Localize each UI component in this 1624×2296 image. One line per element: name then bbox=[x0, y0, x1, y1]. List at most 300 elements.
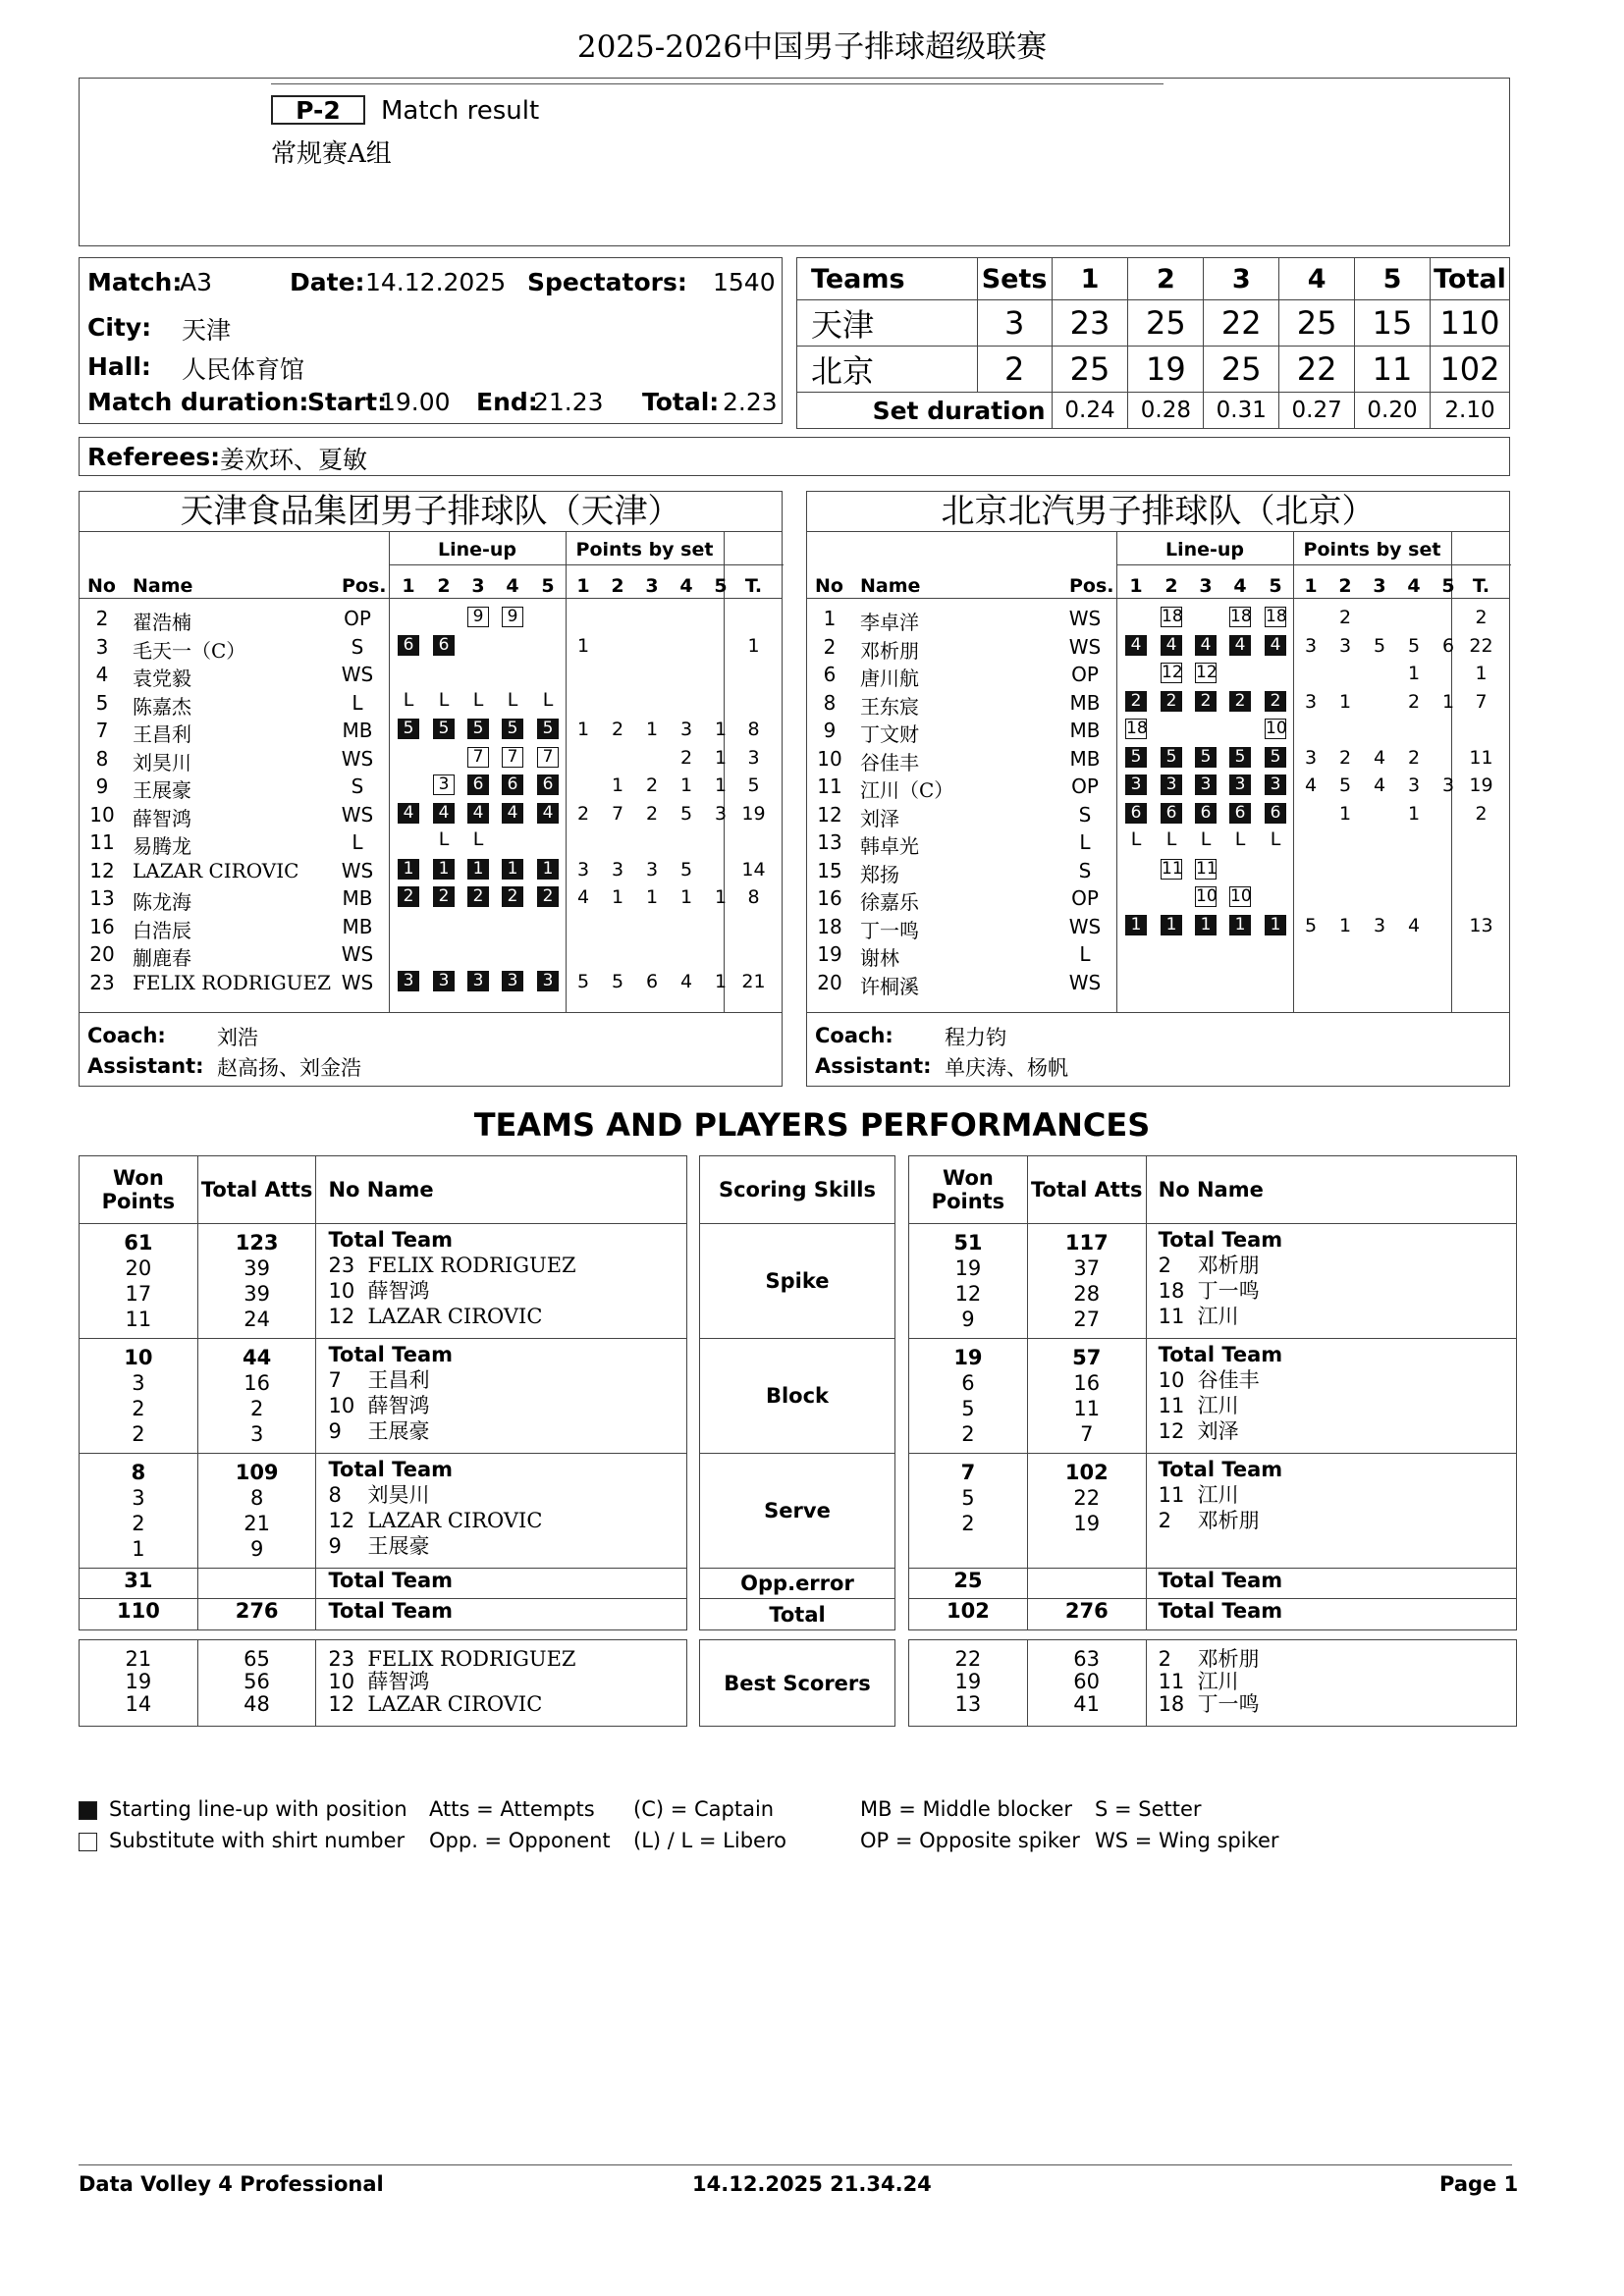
set-points: 1 bbox=[1441, 690, 1455, 713]
perf-atts: 3 bbox=[249, 1422, 264, 1446]
starting-position-cell: 1 bbox=[1265, 915, 1286, 935]
lineup-set-header: 5 bbox=[1269, 575, 1282, 597]
player-total-points: 2 bbox=[1475, 802, 1488, 825]
starting-position-cell: 5 bbox=[1265, 747, 1286, 768]
player-row bbox=[80, 604, 782, 634]
player-total-points: 11 bbox=[1469, 746, 1493, 769]
perf-section-row bbox=[80, 1454, 687, 1569]
legend-captain: (C) = Captain bbox=[633, 1797, 775, 1821]
perf-atts: 28 bbox=[1073, 1282, 1101, 1306]
performance-title: TEAMS AND PLAYERS PERFORMANCES bbox=[473, 1106, 1151, 1144]
set-points: 5 bbox=[576, 970, 590, 992]
roster-divider bbox=[80, 1012, 782, 1013]
player-position: MB bbox=[1069, 690, 1101, 715]
perf-player-name: 邓析朋 bbox=[1197, 1254, 1260, 1277]
perf-won: 1 bbox=[132, 1537, 145, 1561]
set4-duration: 0.27 bbox=[1279, 393, 1355, 429]
perf-player-name: 江川 bbox=[1197, 1483, 1239, 1507]
substitute-cell: 7 bbox=[537, 747, 559, 768]
set-points: 3 bbox=[679, 719, 693, 740]
set-points: 1 bbox=[714, 746, 728, 769]
total-won: 110 bbox=[80, 1599, 198, 1630]
starting-position-cell: 6 bbox=[467, 774, 489, 795]
perf-won: 3 bbox=[132, 1486, 145, 1510]
lineup-set-header: 3 bbox=[1199, 575, 1213, 597]
perf-player-number: 2 bbox=[1158, 1254, 1172, 1277]
player-row bbox=[807, 716, 1509, 746]
perf-won: 5 bbox=[961, 1397, 975, 1420]
assistant-names: 单庆涛、杨帆 bbox=[945, 1056, 1068, 1080]
best-player-number: 10 bbox=[328, 1670, 355, 1693]
player-name: 薛智鸿 bbox=[133, 806, 191, 830]
away-set2: 19 bbox=[1128, 347, 1204, 393]
best-player-name: 邓析朋 bbox=[1197, 1647, 1260, 1671]
set-points: 2 bbox=[645, 774, 659, 796]
best-atts: 48 bbox=[244, 1692, 270, 1716]
set2-duration: 0.28 bbox=[1128, 393, 1204, 429]
starting-position-cell: 4 bbox=[1125, 635, 1147, 656]
score-box bbox=[796, 257, 1510, 425]
hall-label: Hall: bbox=[87, 352, 151, 381]
total-label: Total Team bbox=[1146, 1599, 1516, 1630]
best-atts: 60 bbox=[1073, 1670, 1101, 1693]
player-number: 8 bbox=[823, 690, 837, 715]
starting-position-cell: 1 bbox=[1125, 915, 1147, 935]
best-player-number: 18 bbox=[1158, 1692, 1185, 1716]
perf-won: 11 bbox=[125, 1308, 152, 1331]
player-position: L bbox=[352, 830, 363, 854]
player-number: 16 bbox=[817, 886, 842, 910]
player-position: WS bbox=[341, 942, 374, 966]
player-number: 8 bbox=[95, 746, 109, 771]
away-roster bbox=[806, 491, 1510, 1087]
perf-player-number: 9 bbox=[328, 1419, 342, 1443]
city-value: 天津 bbox=[182, 316, 232, 345]
starting-position-cell: 2 bbox=[1195, 691, 1217, 712]
starting-position-cell: 6 bbox=[1161, 803, 1182, 824]
assistant-label: Assistant: bbox=[815, 1054, 932, 1078]
player-position: OP bbox=[1071, 663, 1099, 686]
team-roster-title: 北京北汽男子排球队（北京） bbox=[807, 492, 1509, 532]
player-total-points: 13 bbox=[1469, 914, 1493, 936]
set-points: 3 bbox=[576, 858, 590, 881]
end-time: 21.23 bbox=[533, 388, 604, 416]
set-duration-row bbox=[797, 393, 1510, 429]
starting-position-cell: 3 bbox=[1125, 774, 1147, 795]
perf-won: 10 bbox=[124, 1346, 153, 1369]
perf-table-left bbox=[79, 1155, 687, 1630]
roster-divider bbox=[807, 1012, 1509, 1013]
set-points: 3 bbox=[1304, 690, 1318, 713]
set-points: 2 bbox=[1407, 690, 1421, 713]
perf-atts: 7 bbox=[1080, 1422, 1094, 1446]
player-name: 许桐溪 bbox=[860, 974, 919, 998]
total-set-duration: 2.10 bbox=[1430, 393, 1509, 429]
starting-position-cell: 4 bbox=[433, 803, 455, 824]
best-won: 22 bbox=[954, 1647, 982, 1671]
perf-player-number: 11 bbox=[1158, 1483, 1185, 1507]
perf-player-number: 12 bbox=[328, 1305, 355, 1328]
assistant-names: 赵高扬、刘金浩 bbox=[217, 1056, 361, 1080]
perf-section-row bbox=[909, 1339, 1517, 1454]
substitute-cell: 10 bbox=[1196, 886, 1218, 906]
header-divider bbox=[80, 598, 782, 599]
substitute-cell: 11 bbox=[1162, 858, 1183, 879]
set-points: 1 bbox=[714, 774, 728, 796]
points-set-header: 5 bbox=[1441, 575, 1455, 597]
perf-player-name: 刘昊川 bbox=[367, 1483, 430, 1507]
lineup-set-header: 4 bbox=[506, 575, 519, 597]
set-points: 2 bbox=[645, 802, 659, 825]
player-name: 李卓洋 bbox=[860, 611, 919, 634]
set-points: 1 bbox=[611, 774, 624, 796]
perf-atts: 24 bbox=[244, 1308, 270, 1331]
perf-player-number: 2 bbox=[1158, 1509, 1172, 1532]
city-label: City: bbox=[87, 313, 152, 342]
perf-won: 51 bbox=[953, 1231, 983, 1255]
perf-won: 12 bbox=[954, 1282, 982, 1306]
coach-name: 刘浩 bbox=[217, 1026, 258, 1049]
player-total-points: 3 bbox=[747, 746, 760, 769]
total-row bbox=[80, 1599, 687, 1630]
perf-total-team: Total Team bbox=[1158, 1228, 1283, 1252]
total-atts-header: Total Atts bbox=[1027, 1156, 1146, 1224]
starting-position-cell: 1 bbox=[467, 859, 489, 880]
substitute-cell: 12 bbox=[1196, 663, 1218, 682]
starting-position-cell: 3 bbox=[502, 971, 523, 991]
duration-label: Match duration: bbox=[87, 388, 309, 416]
set-points: 1 bbox=[679, 886, 693, 908]
set5-duration: 0.20 bbox=[1355, 393, 1431, 429]
home-set4: 25 bbox=[1279, 300, 1355, 347]
legend-s: S = Setter bbox=[1095, 1797, 1202, 1821]
total-duration: 2.23 bbox=[723, 388, 778, 416]
set-points: 3 bbox=[1373, 914, 1386, 936]
coach-name: 程力钧 bbox=[945, 1026, 1006, 1049]
player-position: S bbox=[351, 634, 364, 659]
perf-table-right bbox=[908, 1155, 1517, 1630]
set-points: 3 bbox=[1441, 774, 1455, 796]
player-row bbox=[807, 772, 1509, 802]
perf-won: 20 bbox=[125, 1256, 152, 1280]
starting-position-cell: 1 bbox=[502, 859, 523, 880]
player-row bbox=[807, 883, 1509, 914]
best-player-number: 23 bbox=[328, 1647, 355, 1671]
player-total-points: 14 bbox=[741, 858, 766, 881]
player-position: WS bbox=[341, 970, 374, 994]
player-name: 毛天一（C） bbox=[133, 638, 246, 663]
libero-cell: L bbox=[1270, 828, 1281, 850]
lineup-set-header: 2 bbox=[1164, 575, 1178, 597]
player-name: FELIX RODRIGUEZ bbox=[133, 970, 332, 994]
starting-position-cell: 1 bbox=[433, 859, 455, 880]
starting-position-cell: 4 bbox=[467, 803, 489, 824]
substitute-cell: 3 bbox=[433, 774, 455, 795]
libero-cell: L bbox=[507, 688, 518, 711]
footer-software: Data Volley 4 Professional bbox=[79, 2172, 384, 2196]
substitute-cell: 10 bbox=[1266, 719, 1287, 738]
spectators-label: Spectators: bbox=[527, 268, 687, 296]
perf-won: 19 bbox=[953, 1346, 983, 1369]
score-header-set4: 4 bbox=[1279, 258, 1355, 300]
name-header: Name bbox=[133, 575, 193, 597]
set-points: 1 bbox=[645, 886, 659, 908]
best-scorers-label: Best Scorers bbox=[700, 1640, 895, 1727]
substitute-cell: 18 bbox=[1162, 607, 1183, 626]
starting-position-cell: 1 bbox=[537, 859, 559, 880]
best-scorers-right bbox=[908, 1639, 1517, 1727]
libero-cell: L bbox=[1165, 828, 1177, 850]
starting-position-cell: 1 bbox=[1229, 915, 1251, 935]
starting-position-cell: 4 bbox=[1195, 635, 1217, 656]
perf-player-name: 邓析朋 bbox=[1197, 1509, 1260, 1532]
player-name: 丁一鸣 bbox=[860, 918, 919, 942]
set3-duration: 0.31 bbox=[1204, 393, 1279, 429]
set-points: 7 bbox=[611, 802, 624, 825]
best-player-number: 12 bbox=[328, 1692, 355, 1716]
starting-position-cell: 6 bbox=[1229, 803, 1251, 824]
player-row bbox=[80, 939, 782, 970]
player-row bbox=[80, 632, 782, 663]
perf-section-row bbox=[80, 1224, 687, 1339]
set-points: 4 bbox=[1373, 774, 1386, 796]
libero-cell: L bbox=[403, 688, 414, 711]
set-points: 4 bbox=[576, 886, 590, 908]
player-position: S bbox=[1078, 802, 1092, 827]
player-row bbox=[807, 968, 1509, 998]
player-number: 12 bbox=[89, 858, 115, 882]
no-header: No bbox=[815, 575, 843, 597]
player-number: 12 bbox=[817, 802, 842, 827]
best-atts: 56 bbox=[244, 1670, 270, 1693]
starting-position-cell: 2 bbox=[433, 886, 455, 907]
perf-atts: 19 bbox=[1073, 1512, 1101, 1535]
perf-won: 2 bbox=[132, 1422, 145, 1446]
points-set-header: 5 bbox=[714, 575, 728, 597]
perf-won: 19 bbox=[954, 1256, 982, 1280]
set-points: 5 bbox=[679, 802, 693, 825]
player-number: 2 bbox=[823, 634, 837, 659]
substitute-cell: 9 bbox=[467, 607, 489, 627]
perf-player-name: 王昌利 bbox=[367, 1368, 430, 1392]
perf-atts: 39 bbox=[244, 1282, 270, 1306]
player-name: 谢林 bbox=[860, 946, 899, 970]
starting-position-cell: 6 bbox=[1125, 803, 1147, 824]
starting-position-cell: 3 bbox=[1229, 774, 1251, 795]
starting-position-cell: 5 bbox=[398, 719, 419, 739]
points-set-header: 4 bbox=[679, 575, 693, 597]
opp-error-row bbox=[909, 1569, 1517, 1599]
perf-total-team: Total Team bbox=[1158, 1343, 1283, 1366]
total-atts-header: Total Atts bbox=[197, 1156, 316, 1224]
skill-name: Spike bbox=[700, 1224, 895, 1339]
total-header: T. bbox=[1472, 575, 1490, 597]
player-position: L bbox=[352, 690, 363, 715]
set-points: 1 bbox=[1338, 802, 1352, 825]
pos-header: Pos. bbox=[342, 575, 387, 597]
starting-position-cell: 6 bbox=[1265, 803, 1286, 824]
best-player-number: 11 bbox=[1158, 1670, 1185, 1693]
substitute-cell: 7 bbox=[467, 747, 489, 768]
points-set-header: 2 bbox=[611, 575, 624, 597]
set-points: 1 bbox=[576, 719, 590, 740]
start-label: Start: bbox=[307, 388, 388, 416]
perf-player-name: 谷佳丰 bbox=[1197, 1368, 1260, 1392]
referees-names: 姜欢环、夏敏 bbox=[220, 446, 368, 474]
home-set1: 23 bbox=[1052, 300, 1128, 347]
libero-cell: L bbox=[1234, 828, 1246, 850]
player-number: 9 bbox=[95, 774, 109, 798]
set-points: 1 bbox=[714, 886, 728, 908]
footer-page: Page 1 bbox=[1439, 2172, 1519, 2196]
player-row bbox=[80, 883, 782, 914]
best-player-name: 丁一鸣 bbox=[1197, 1692, 1260, 1716]
best-won: 13 bbox=[954, 1692, 982, 1716]
starting-position-cell: 5 bbox=[1125, 747, 1147, 768]
libero-cell: L bbox=[1130, 828, 1142, 850]
best-atts: 41 bbox=[1073, 1692, 1101, 1716]
points-by-set-header: Points by set bbox=[575, 539, 714, 561]
opp-error-atts bbox=[1027, 1569, 1146, 1599]
legend-starting: Starting line-up with position bbox=[109, 1797, 407, 1821]
set-points: 1 bbox=[1338, 690, 1352, 713]
hall-value: 人民体育馆 bbox=[182, 355, 305, 384]
legend-substitute: Substitute with shirt number bbox=[109, 1829, 406, 1852]
starting-position-cell: 2 bbox=[502, 886, 523, 907]
player-number: 11 bbox=[89, 830, 115, 854]
player-number: 5 bbox=[95, 690, 109, 715]
set-points: 1 bbox=[645, 719, 659, 740]
starting-position-cell: 6 bbox=[433, 635, 455, 656]
player-number: 15 bbox=[817, 858, 842, 882]
total-atts: 276 bbox=[1027, 1599, 1146, 1630]
perf-player-name: 薛智鸿 bbox=[367, 1394, 430, 1417]
player-total-points: 1 bbox=[747, 634, 760, 657]
starting-position-cell: 3 bbox=[1195, 774, 1217, 795]
perf-atts: 21 bbox=[244, 1512, 270, 1535]
player-position: WS bbox=[1068, 914, 1102, 938]
no-name-header: No Name bbox=[316, 1156, 687, 1224]
assistant-label: Assistant: bbox=[87, 1054, 204, 1078]
player-number: 11 bbox=[817, 774, 842, 798]
perf-player-number: 12 bbox=[328, 1509, 355, 1532]
player-name: 韩卓光 bbox=[860, 834, 919, 858]
away-set4: 22 bbox=[1279, 347, 1355, 393]
substitute-cell: 18 bbox=[1230, 607, 1252, 626]
player-row bbox=[80, 968, 782, 995]
starting-position-cell: 4 bbox=[1161, 635, 1182, 656]
perf-header-row bbox=[80, 1156, 687, 1224]
player-name: 白浩辰 bbox=[133, 918, 191, 942]
player-total-points: 21 bbox=[741, 970, 766, 992]
player-number: 10 bbox=[89, 802, 115, 827]
legend-opp: Opp. = Opponent bbox=[429, 1829, 611, 1852]
best-won: 14 bbox=[125, 1692, 152, 1716]
perf-player-name: LAZAR CIROVIC bbox=[367, 1305, 543, 1328]
away-team-name: 北京 bbox=[797, 347, 978, 393]
spectators-count: 1540 bbox=[713, 268, 776, 296]
competition-title: 2025-2026中国男子排球超级联赛 bbox=[576, 29, 1048, 65]
score-table bbox=[796, 257, 1510, 429]
player-total-points: 2 bbox=[1475, 607, 1488, 628]
starting-position-cell: 2 bbox=[1125, 691, 1147, 712]
starting-position-cell: 2 bbox=[1161, 691, 1182, 712]
no-header: No bbox=[87, 575, 116, 597]
player-name: 江川（C） bbox=[860, 778, 954, 802]
libero-cell: L bbox=[472, 688, 484, 711]
perf-player-number: 10 bbox=[328, 1279, 355, 1303]
player-number: 20 bbox=[89, 942, 115, 966]
player-row bbox=[80, 828, 782, 858]
player-position: MB bbox=[342, 914, 373, 938]
set-points: 5 bbox=[1338, 774, 1352, 796]
libero-cell: L bbox=[472, 828, 484, 850]
perf-atts: 109 bbox=[235, 1461, 279, 1484]
starting-position-cell: 3 bbox=[1265, 774, 1286, 795]
referees-label: Referees: bbox=[87, 443, 221, 471]
player-row bbox=[80, 912, 782, 942]
perf-total-team: Total Team bbox=[328, 1458, 453, 1481]
best-scorers-label-table bbox=[699, 1639, 895, 1727]
perf-won: 3 bbox=[132, 1371, 145, 1395]
substitute-cell: 11 bbox=[1196, 858, 1218, 879]
best-player-name: FELIX RODRIGUEZ bbox=[367, 1647, 576, 1671]
player-position: OP bbox=[344, 607, 371, 630]
player-position: MB bbox=[1069, 746, 1101, 771]
player-position: WS bbox=[1068, 607, 1102, 630]
player-position: OP bbox=[1071, 774, 1099, 798]
perf-won: 2 bbox=[961, 1512, 975, 1535]
perf-player-name: 王展豪 bbox=[367, 1419, 430, 1443]
name-header: Name bbox=[860, 575, 921, 597]
home-set2: 25 bbox=[1128, 300, 1204, 347]
starting-position-cell: 4 bbox=[1265, 635, 1286, 656]
home-sets: 3 bbox=[977, 300, 1052, 347]
set-points: 2 bbox=[1338, 746, 1352, 769]
starting-position-cell: 1 bbox=[398, 859, 419, 880]
set-points: 5 bbox=[1407, 634, 1421, 657]
starting-position-cell: 2 bbox=[467, 886, 489, 907]
home-roster bbox=[79, 491, 783, 1087]
player-row bbox=[807, 856, 1509, 886]
lineup-set-header: 3 bbox=[471, 575, 485, 597]
score-header-set5: 5 bbox=[1355, 258, 1431, 300]
starting-position-cell: 6 bbox=[1195, 803, 1217, 824]
set-points: 6 bbox=[645, 970, 659, 992]
substitute-cell: 18 bbox=[1266, 607, 1287, 626]
perf-atts: 123 bbox=[235, 1231, 279, 1255]
perf-player-name: 王展豪 bbox=[367, 1534, 430, 1558]
set-points: 1 bbox=[1407, 802, 1421, 825]
competition-phase: 常规赛A组 bbox=[271, 139, 392, 169]
set-points: 2 bbox=[1338, 607, 1352, 628]
opp-error-label: Total Team bbox=[1146, 1569, 1516, 1599]
perf-section-row bbox=[909, 1454, 1517, 1569]
report-subtitle: Match result bbox=[381, 96, 540, 126]
set-points: 2 bbox=[611, 719, 624, 740]
player-total-points: 5 bbox=[747, 774, 760, 796]
player-name: 陈嘉杰 bbox=[133, 694, 191, 719]
points-set-header: 1 bbox=[1304, 575, 1318, 597]
perf-total-team: Total Team bbox=[328, 1228, 453, 1252]
perf-player-name: LAZAR CIROVIC bbox=[367, 1509, 543, 1532]
libero-cell: L bbox=[438, 688, 450, 711]
perf-section-row bbox=[909, 1224, 1517, 1339]
start-time: 19.00 bbox=[380, 388, 451, 416]
points-set-header: 3 bbox=[1373, 575, 1386, 597]
skill-name: Block bbox=[700, 1339, 895, 1454]
player-row bbox=[807, 604, 1509, 634]
